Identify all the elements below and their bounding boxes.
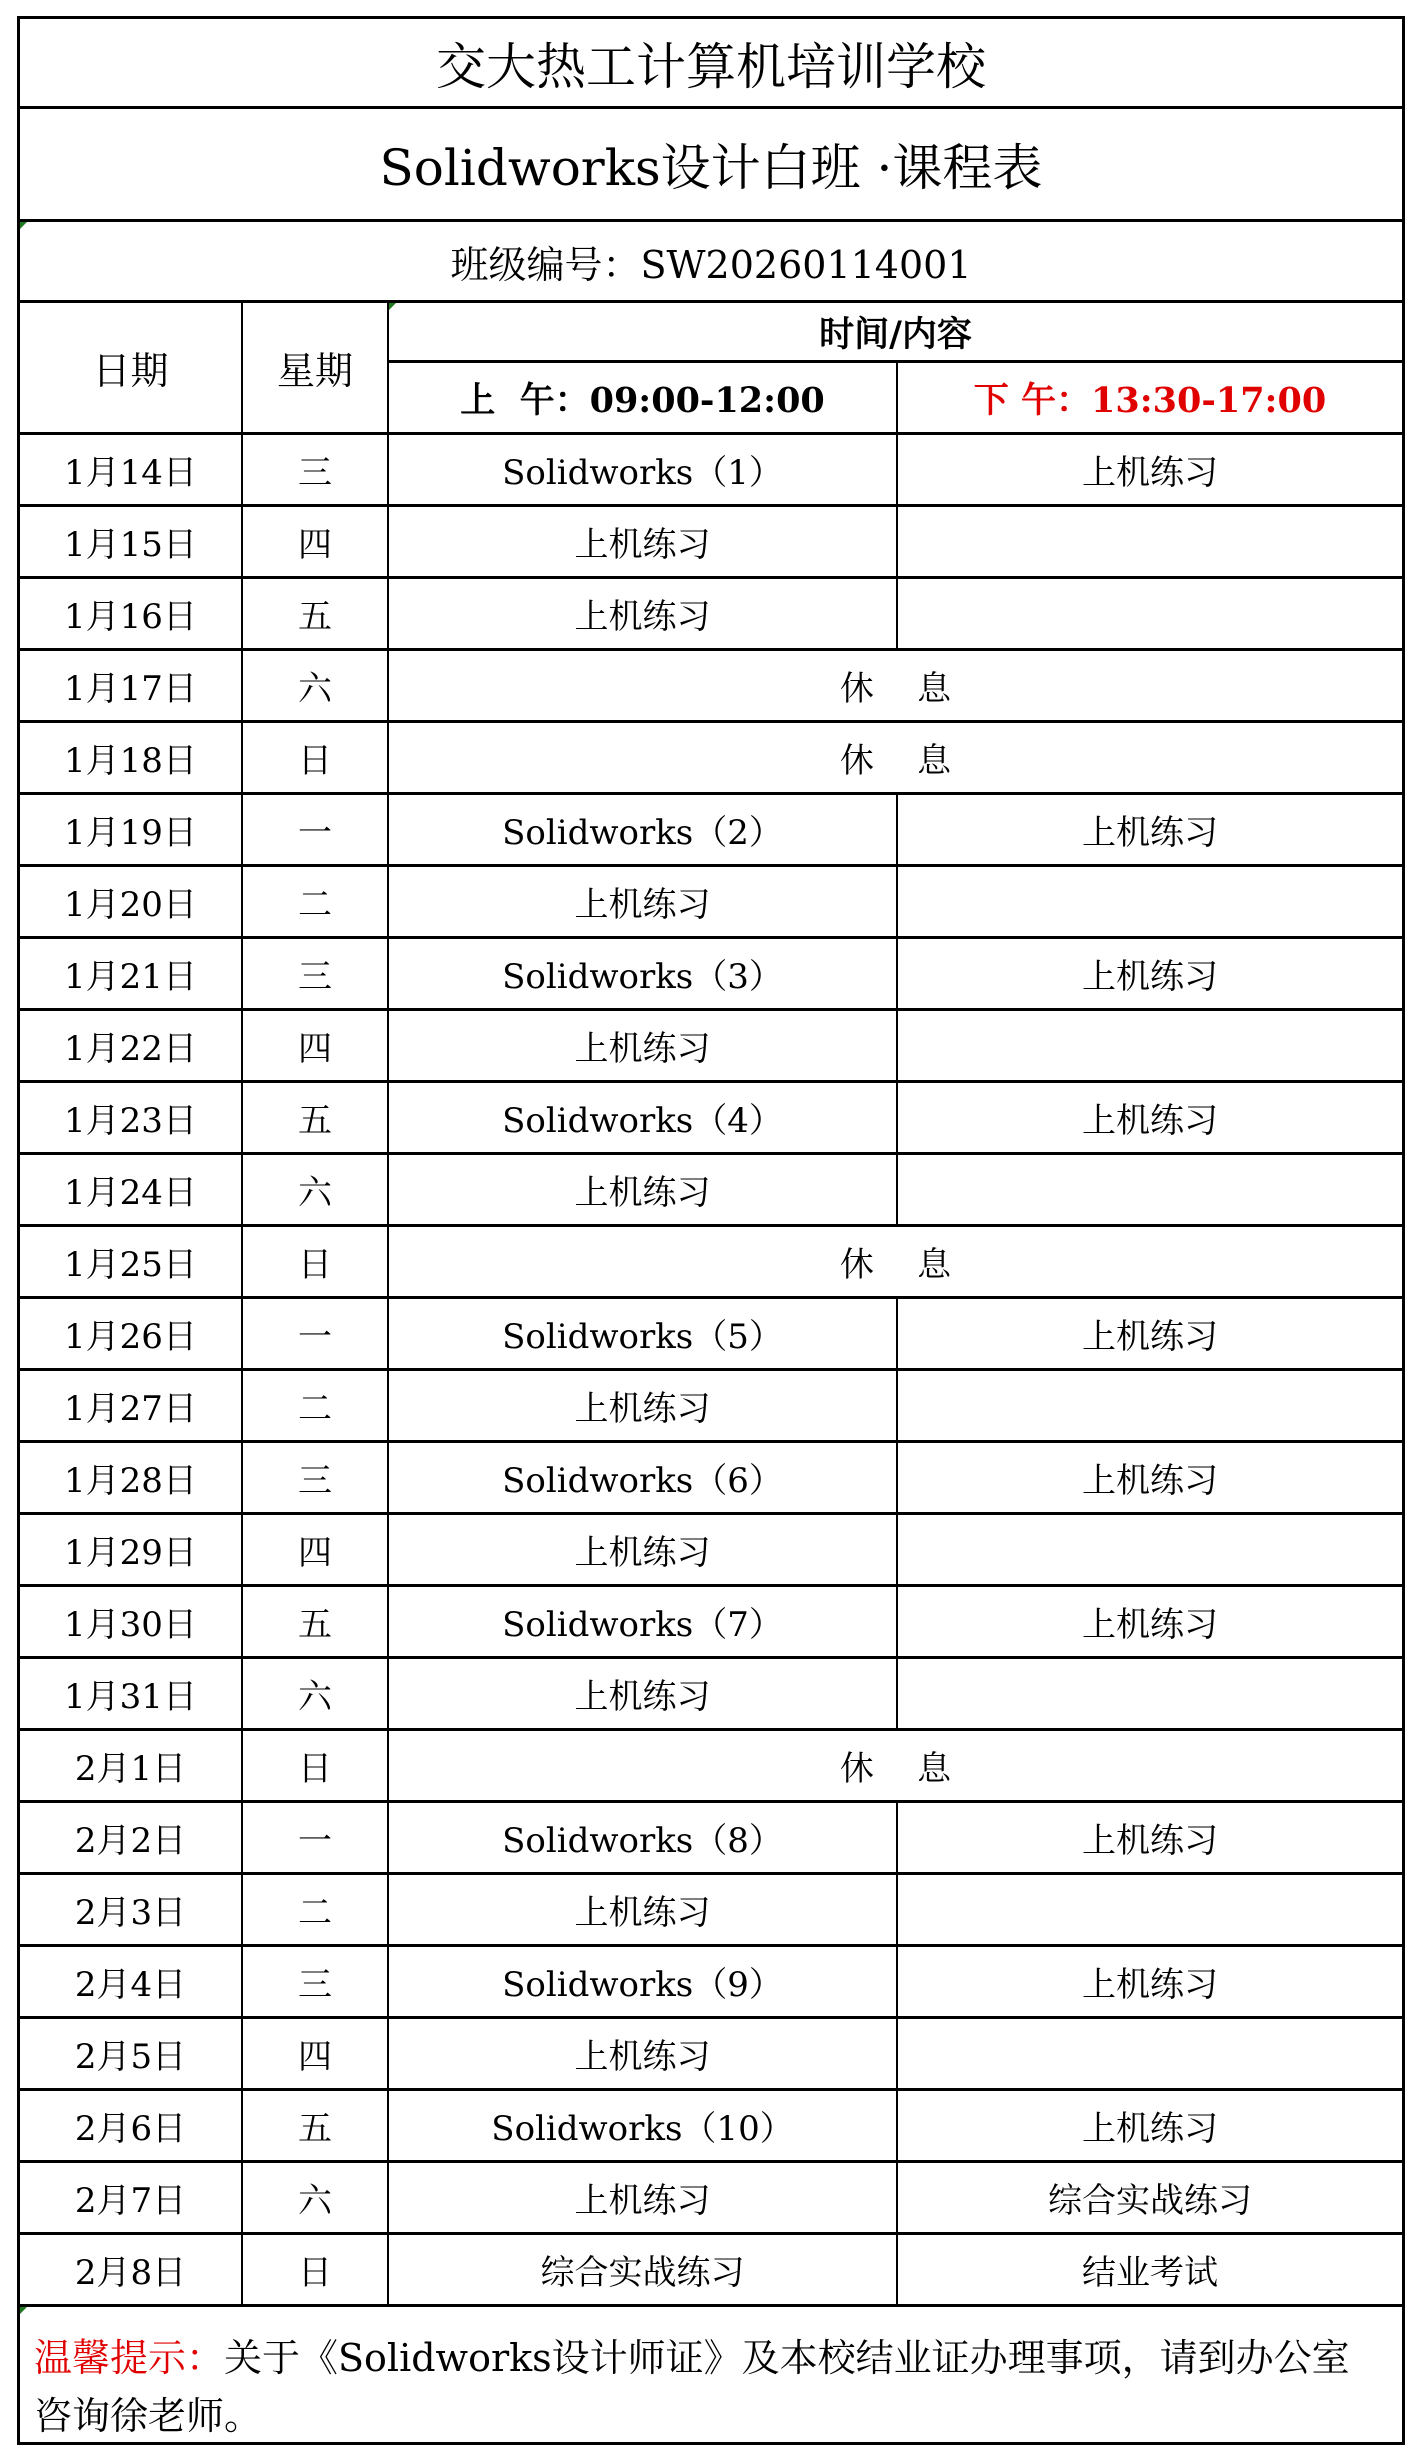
- morning-cell: 上机练习: [389, 1011, 898, 1080]
- weekday-cell: 五: [243, 1587, 389, 1656]
- table-row: [20, 1083, 1402, 1155]
- table-row: [20, 2091, 1402, 2163]
- afternoon-cell: [898, 507, 1402, 576]
- afternoon-cell: 上机练习: [1082, 1605, 1218, 1645]
- weekday-cell: 五: [243, 579, 389, 648]
- morning-cell: Solidworks（8）: [389, 1803, 898, 1872]
- morning-cell: 上机练习: [389, 2019, 898, 2088]
- weekday-cell: 六: [243, 1155, 389, 1224]
- weekday-cell: 一: [243, 795, 389, 864]
- weekday-cell: 五: [243, 2091, 389, 2160]
- date-cell: 1月21日: [20, 939, 243, 1008]
- afternoon-cell: 上机练习: [1082, 1317, 1218, 1357]
- afternoon-cell: 上机练习: [1082, 453, 1218, 493]
- table-row: [20, 1587, 1402, 1659]
- weekday-cell: 日: [243, 1227, 389, 1296]
- afternoon-cell: [898, 2019, 1402, 2088]
- morning-cell: Solidworks（4）: [389, 1083, 898, 1152]
- morning-cell: Solidworks（9）: [389, 1947, 898, 2016]
- table-row: [20, 507, 1402, 579]
- afternoon-cell: 上机练习: [1082, 1101, 1218, 1141]
- table-row: [20, 1731, 1402, 1803]
- afternoon-cell: 上机练习: [1082, 2109, 1218, 2149]
- morning-cell: 上机练习: [389, 1515, 898, 1584]
- date-cell: 1月18日: [20, 723, 243, 792]
- column-header-afternoon: 下 午：13:30-17:00: [973, 379, 1327, 421]
- weekday-cell: 三: [243, 1443, 389, 1512]
- rest-day-cell: 休 息: [839, 669, 952, 709]
- table-row: [20, 795, 1402, 867]
- afternoon-cell: [898, 1371, 1402, 1440]
- footer-notice-text: 关于《Solidworks设计师证》及本校结业证办理事项，请到办公室咨询徐老师。: [34, 2336, 1350, 2438]
- date-cell: 1月22日: [20, 1011, 243, 1080]
- table-row: [20, 1227, 1402, 1299]
- date-cell: 1月30日: [20, 1587, 243, 1656]
- date-cell: 1月29日: [20, 1515, 243, 1584]
- rest-day-cell: 休 息: [839, 1245, 952, 1285]
- afternoon-cell: [898, 579, 1402, 648]
- table-row: [20, 651, 1402, 723]
- morning-cell: Solidworks（1）: [389, 435, 898, 504]
- rest-day-cell: 休 息: [839, 741, 952, 781]
- table-row: [20, 2235, 1402, 2307]
- footer-notice-label: 温馨提示：: [34, 2336, 225, 2380]
- afternoon-cell: [898, 867, 1402, 936]
- morning-cell: Solidworks（6）: [389, 1443, 898, 1512]
- weekday-cell: 四: [243, 1011, 389, 1080]
- morning-cell: Solidworks（5）: [389, 1299, 898, 1368]
- course-title: Solidworks设计白班 ·课程表: [20, 109, 1402, 222]
- afternoon-cell: [898, 1659, 1402, 1728]
- table-row: [20, 1947, 1402, 2019]
- date-cell: 1月26日: [20, 1299, 243, 1368]
- date-cell: 2月6日: [20, 2091, 243, 2160]
- column-header-time-group: [389, 303, 1402, 432]
- date-cell: 2月3日: [20, 1875, 243, 1944]
- afternoon-cell: 上机练习: [1082, 1821, 1218, 1861]
- morning-cell: Solidworks（10）: [389, 2091, 898, 2160]
- table-row: [20, 1371, 1402, 1443]
- table-row: [20, 1515, 1402, 1587]
- schedule-rows: [20, 435, 1402, 2307]
- morning-cell: 上机练习: [389, 579, 898, 648]
- table-row: [20, 579, 1402, 651]
- weekday-cell: 一: [243, 1299, 389, 1368]
- morning-cell: 上机练习: [389, 1659, 898, 1728]
- date-cell: 1月16日: [20, 579, 243, 648]
- afternoon-cell: 上机练习: [1082, 813, 1218, 853]
- date-cell: 1月27日: [20, 1371, 243, 1440]
- weekday-cell: 日: [243, 723, 389, 792]
- morning-cell: 综合实战练习: [389, 2235, 898, 2304]
- date-cell: 1月31日: [20, 1659, 243, 1728]
- date-cell: 2月8日: [20, 2235, 243, 2304]
- column-header-morning: 上 午：09:00-12:00: [389, 363, 898, 432]
- weekday-cell: 日: [243, 1731, 389, 1800]
- table-header: [20, 303, 1402, 435]
- morning-cell: 上机练习: [389, 1371, 898, 1440]
- morning-cell: 上机练习: [389, 2163, 898, 2232]
- date-cell: 1月25日: [20, 1227, 243, 1296]
- table-row: [20, 1299, 1402, 1371]
- table-row: [20, 939, 1402, 1011]
- weekday-cell: 二: [243, 1875, 389, 1944]
- weekday-cell: 四: [243, 1515, 389, 1584]
- morning-cell: 上机练习: [389, 1155, 898, 1224]
- rest-day-cell: 休 息: [839, 1749, 952, 1789]
- weekday-cell: 四: [243, 507, 389, 576]
- morning-cell: 上机练习: [389, 507, 898, 576]
- table-row: [20, 1659, 1402, 1731]
- weekday-cell: 六: [243, 2163, 389, 2232]
- date-cell: 2月7日: [20, 2163, 243, 2232]
- table-row: [20, 867, 1402, 939]
- date-cell: 2月1日: [20, 1731, 243, 1800]
- date-cell: 1月28日: [20, 1443, 243, 1512]
- afternoon-cell: 上机练习: [1082, 1461, 1218, 1501]
- weekday-cell: 三: [243, 435, 389, 504]
- afternoon-cell: 上机练习: [1082, 957, 1218, 997]
- table-row: [20, 723, 1402, 795]
- weekday-cell: 二: [243, 1371, 389, 1440]
- date-cell: 2月4日: [20, 1947, 243, 2016]
- column-header-date: 日期: [20, 303, 243, 432]
- date-cell: 1月19日: [20, 795, 243, 864]
- school-name: 交大热工计算机培训学校: [20, 19, 1402, 109]
- morning-cell: Solidworks（7）: [389, 1587, 898, 1656]
- column-header-weekday: 星期: [243, 303, 389, 432]
- date-cell: 2月2日: [20, 1803, 243, 1872]
- morning-cell: 上机练习: [389, 867, 898, 936]
- afternoon-cell: 综合实战练习: [1048, 2181, 1252, 2221]
- morning-cell: Solidworks（2）: [389, 795, 898, 864]
- morning-cell: Solidworks（3）: [389, 939, 898, 1008]
- table-row: [20, 435, 1402, 507]
- date-cell: 1月15日: [20, 507, 243, 576]
- class-number: 班级编号：SW20260114001: [20, 222, 1402, 303]
- date-cell: 1月24日: [20, 1155, 243, 1224]
- weekday-cell: 日: [243, 2235, 389, 2304]
- weekday-cell: 三: [243, 939, 389, 1008]
- afternoon-cell: [898, 1155, 1402, 1224]
- table-row: [20, 2163, 1402, 2235]
- weekday-cell: 五: [243, 1083, 389, 1152]
- afternoon-cell: 结业考试: [1082, 2253, 1218, 2293]
- afternoon-cell: [898, 1011, 1402, 1080]
- footer-notice: [20, 2307, 1402, 2442]
- weekday-cell: 四: [243, 2019, 389, 2088]
- date-cell: 1月23日: [20, 1083, 243, 1152]
- weekday-cell: 二: [243, 867, 389, 936]
- afternoon-cell: 上机练习: [1082, 1965, 1218, 2005]
- weekday-cell: 六: [243, 651, 389, 720]
- column-header-time-content: 时间/内容: [389, 303, 1402, 363]
- table-row: [20, 1443, 1402, 1515]
- weekday-cell: 三: [243, 1947, 389, 2016]
- date-cell: 2月5日: [20, 2019, 243, 2088]
- morning-cell: 上机练习: [389, 1875, 898, 1944]
- date-cell: 1月20日: [20, 867, 243, 936]
- table-row: [20, 1803, 1402, 1875]
- table-row: [20, 2019, 1402, 2091]
- date-cell: 1月14日: [20, 435, 243, 504]
- date-cell: 1月17日: [20, 651, 243, 720]
- weekday-cell: 六: [243, 1659, 389, 1728]
- afternoon-cell: [898, 1875, 1402, 1944]
- table-row: [20, 1155, 1402, 1227]
- schedule-sheet: [17, 16, 1405, 2445]
- afternoon-cell: [898, 1515, 1402, 1584]
- table-row: [20, 1011, 1402, 1083]
- weekday-cell: 一: [243, 1803, 389, 1872]
- table-row: [20, 1875, 1402, 1947]
